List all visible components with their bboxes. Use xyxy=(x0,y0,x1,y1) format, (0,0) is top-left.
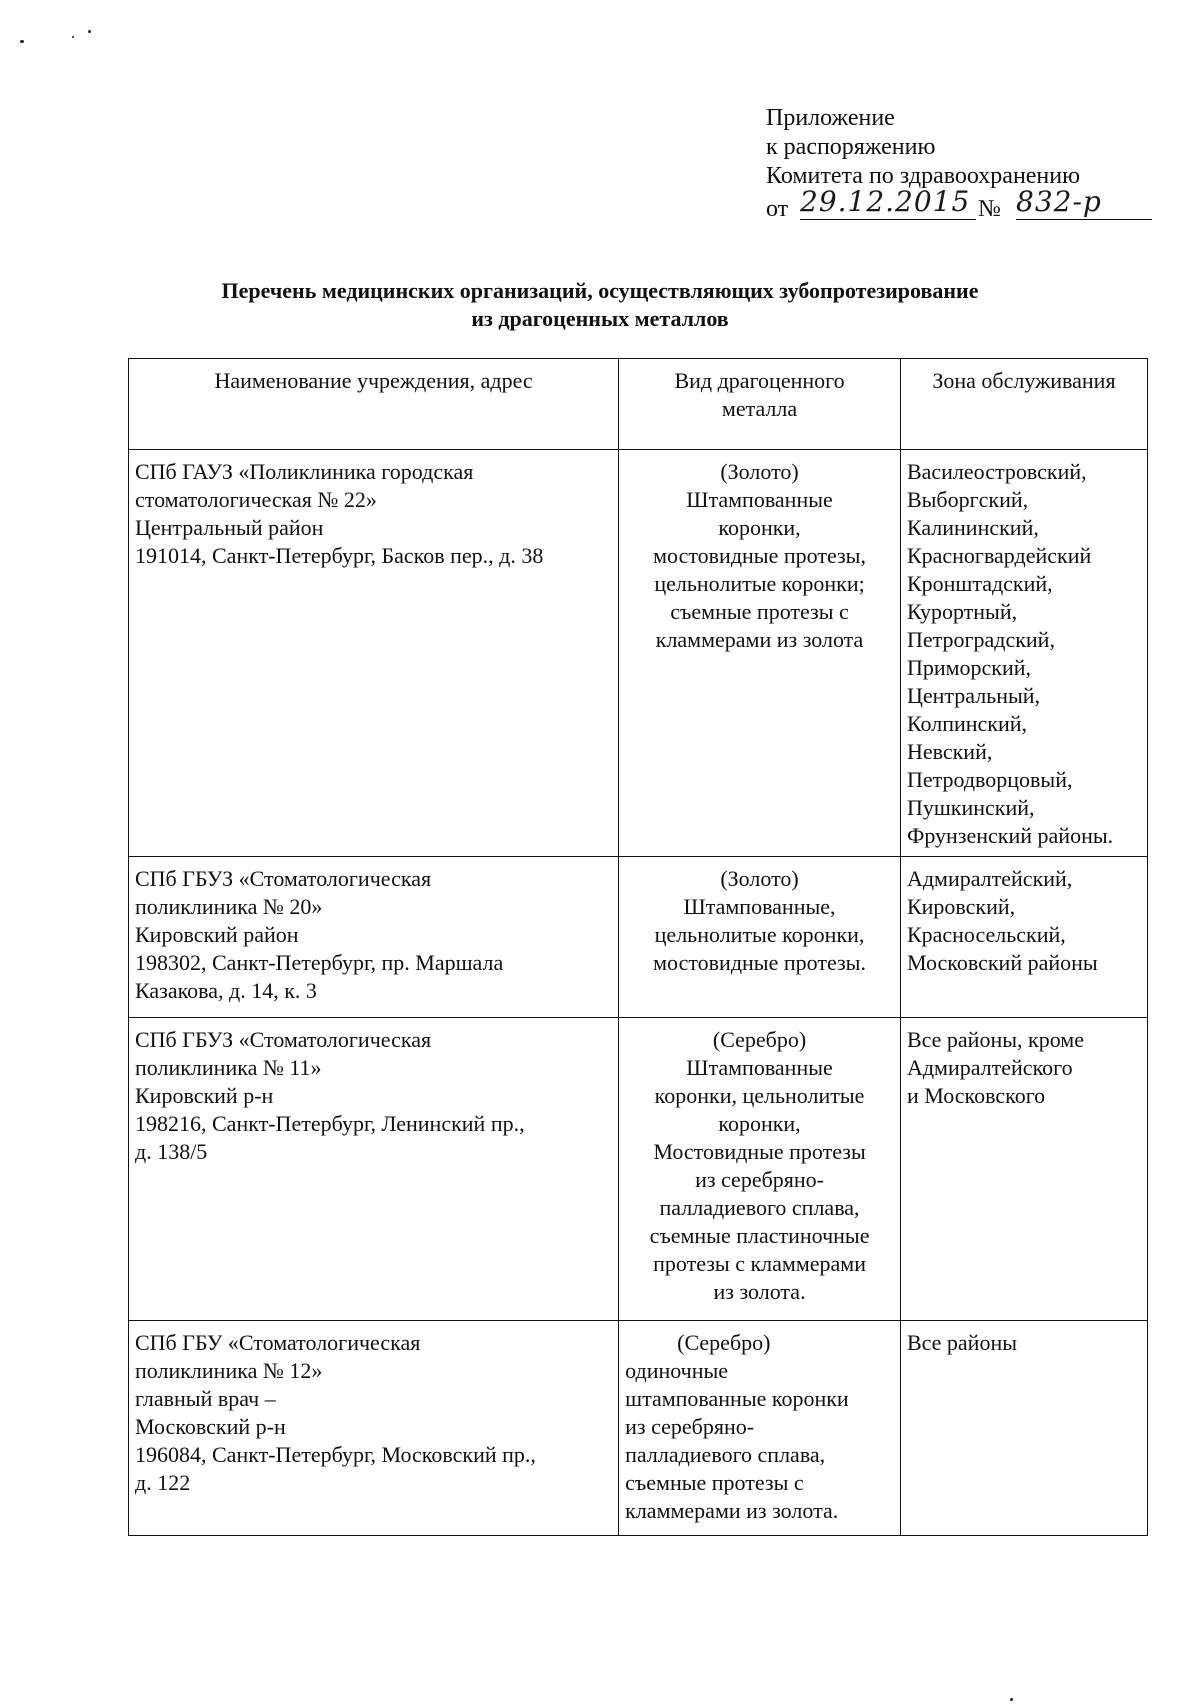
text-line: 198216, Санкт-Петербург, Ленинский пр., xyxy=(135,1111,525,1136)
text-line: Московский р-н xyxy=(135,1414,286,1439)
text-line: Штампованные xyxy=(686,487,833,512)
text-line: Невский, xyxy=(906,739,993,764)
text-line: Приморский, xyxy=(906,655,1032,680)
text-line: (Серебро) xyxy=(677,1330,771,1355)
handwritten-date: 29.12.2015 xyxy=(800,187,976,220)
text-line: СПб ГАУЗ «Поликлиника городская xyxy=(135,459,474,484)
text-line: мостовидные протезы, xyxy=(653,543,866,568)
text-line: Кировский район xyxy=(135,922,299,947)
organizations-table xyxy=(128,358,1148,1536)
table-row xyxy=(129,1018,1148,1321)
document-title xyxy=(120,277,1080,333)
text-line: 198302, Санкт-Петербург, пр. Маршала xyxy=(135,950,504,975)
table-row xyxy=(129,1321,1148,1536)
text-line: цельнолитые коронки; xyxy=(654,571,865,596)
org-cell xyxy=(129,450,619,857)
from-label: от xyxy=(766,196,789,222)
zone-cell xyxy=(900,450,1147,857)
text-line: СПб ГБУЗ «Стоматологическая xyxy=(135,866,432,891)
text-line: СПб ГБУЗ «Стоматологическая xyxy=(135,1027,432,1052)
text-line: 191014, Санкт-Петербург, Басков пер., д. 38 xyxy=(135,543,544,568)
org-cell xyxy=(129,857,619,1018)
zone-cell xyxy=(900,1321,1147,1536)
text-line: палладиевого сплава, xyxy=(625,1442,826,1467)
text-line: Фрунзенский районы. xyxy=(906,823,1114,848)
text-line: Кировский р-н xyxy=(135,1083,274,1108)
text-line: Казакова, д. 14, к. 3 xyxy=(135,978,317,1003)
text-line: Мостовидные протезы xyxy=(653,1139,866,1164)
table-row xyxy=(129,450,1148,857)
scan-speck xyxy=(20,40,24,43)
text-line: Адмиралтейский, xyxy=(906,866,1073,891)
metal-cell xyxy=(619,450,901,857)
header-zone: Зона обслуживания xyxy=(900,359,1147,450)
text-line: палладиевого сплава, xyxy=(659,1195,860,1220)
text-line: Красносельский, xyxy=(906,922,1066,947)
text-line: мостовидные протезы. xyxy=(653,950,866,975)
text-line: Красногвардейский xyxy=(906,543,1092,568)
annex-line: Комитета по здравоохранению xyxy=(766,163,1081,189)
text-line: Калининский, xyxy=(906,515,1039,540)
text-line: Центральный, xyxy=(906,683,1041,708)
text-line: д. 122 xyxy=(135,1470,191,1495)
text-line: Петроградский, xyxy=(906,627,1055,652)
text-line: коронки, xyxy=(718,1111,801,1136)
text-line: Колпинский, xyxy=(906,711,1028,736)
text-line: Василеостровский, xyxy=(906,459,1087,484)
text-line: штампованные коронки xyxy=(625,1386,849,1411)
text-line: из золота. xyxy=(713,1279,806,1304)
text-line: коронки, xyxy=(718,515,801,540)
text-line: Московский районы xyxy=(906,950,1098,975)
text-line: из серебряно- xyxy=(695,1167,825,1192)
metal-cell xyxy=(619,1018,901,1321)
table-header-row xyxy=(129,359,1148,450)
text-line: протезы с кламмерами xyxy=(653,1251,866,1276)
text-line: Курортный, xyxy=(906,599,1018,624)
text-line: съемные протезы с xyxy=(670,599,849,624)
scan-speck xyxy=(88,30,91,33)
annex-line: Приложение xyxy=(766,105,895,131)
text-line: Петродворцовый, xyxy=(906,767,1073,792)
text-line: кламмерами из золота xyxy=(655,627,864,652)
text-line: цельнолитые коронки, xyxy=(654,922,865,947)
zone-cell xyxy=(900,1018,1147,1321)
text-line: (Золото) xyxy=(720,866,799,891)
zone-cell xyxy=(900,857,1147,1018)
header-metal-line: Вид драгоценного xyxy=(674,368,845,393)
org-cell xyxy=(129,1018,619,1321)
handwritten-number: 832-р xyxy=(1016,187,1152,220)
text-line: поликлиника № 11» xyxy=(135,1055,322,1080)
text-line: Штампованные, xyxy=(683,894,836,919)
text-line: Кировский, xyxy=(906,894,1016,919)
text-line: поликлиника № 12» xyxy=(135,1358,323,1383)
annex-block xyxy=(766,104,1102,227)
text-line: поликлиника № 20» xyxy=(135,894,323,919)
text-line: съемные протезы с xyxy=(625,1470,804,1495)
text-line: Штампованные xyxy=(686,1055,833,1080)
title-line: из драгоценных металлов xyxy=(471,306,729,331)
metal-cell xyxy=(619,857,901,1018)
text-line: (Золото) xyxy=(720,459,799,484)
text-line: кламмерами из золота. xyxy=(625,1498,839,1523)
text-line: Кронштадский, xyxy=(906,571,1053,596)
metal-cell xyxy=(619,1321,901,1536)
text-line: одиночные xyxy=(625,1358,729,1383)
number-label: № xyxy=(978,196,1001,222)
scan-speck xyxy=(1010,1698,1013,1701)
scan-speck xyxy=(72,36,74,38)
annex-signature-line xyxy=(766,185,1102,227)
header-metal-line: металла xyxy=(721,396,798,421)
text-line: и Московского xyxy=(906,1083,1046,1108)
text-line: стоматологическая № 22» xyxy=(135,487,377,512)
header-metal xyxy=(619,359,901,450)
text-line: съемные пластиночные xyxy=(649,1223,870,1248)
org-cell xyxy=(129,1321,619,1536)
text-line: Все районы, кроме xyxy=(906,1027,1084,1052)
text-line: главный врач – xyxy=(135,1386,276,1411)
text-line: коронки, цельнолитые xyxy=(654,1083,865,1108)
text-line: Адмиралтейского xyxy=(906,1055,1073,1080)
title-line: Перечень медицинских организаций, осуществляющих зубопротезирование xyxy=(221,278,979,303)
text-line: (Серебро) xyxy=(712,1027,807,1052)
annex-line: к распоряжению xyxy=(766,134,936,160)
text-line: СПб ГБУ «Стоматологическая xyxy=(135,1330,421,1355)
text-line: из серебряно- xyxy=(625,1414,755,1439)
header-org: Наименование учреждения, адрес xyxy=(129,359,619,450)
table-row xyxy=(129,857,1148,1018)
text-line: Центральный район xyxy=(135,515,324,540)
text-line: Все районы xyxy=(906,1330,1018,1355)
text-line: Выборгский, xyxy=(906,487,1029,512)
text-line: 196084, Санкт-Петербург, Московский пр., xyxy=(135,1442,536,1467)
text-line: д. 138/5 xyxy=(135,1139,208,1164)
text-line: Пушкинский, xyxy=(906,795,1035,820)
